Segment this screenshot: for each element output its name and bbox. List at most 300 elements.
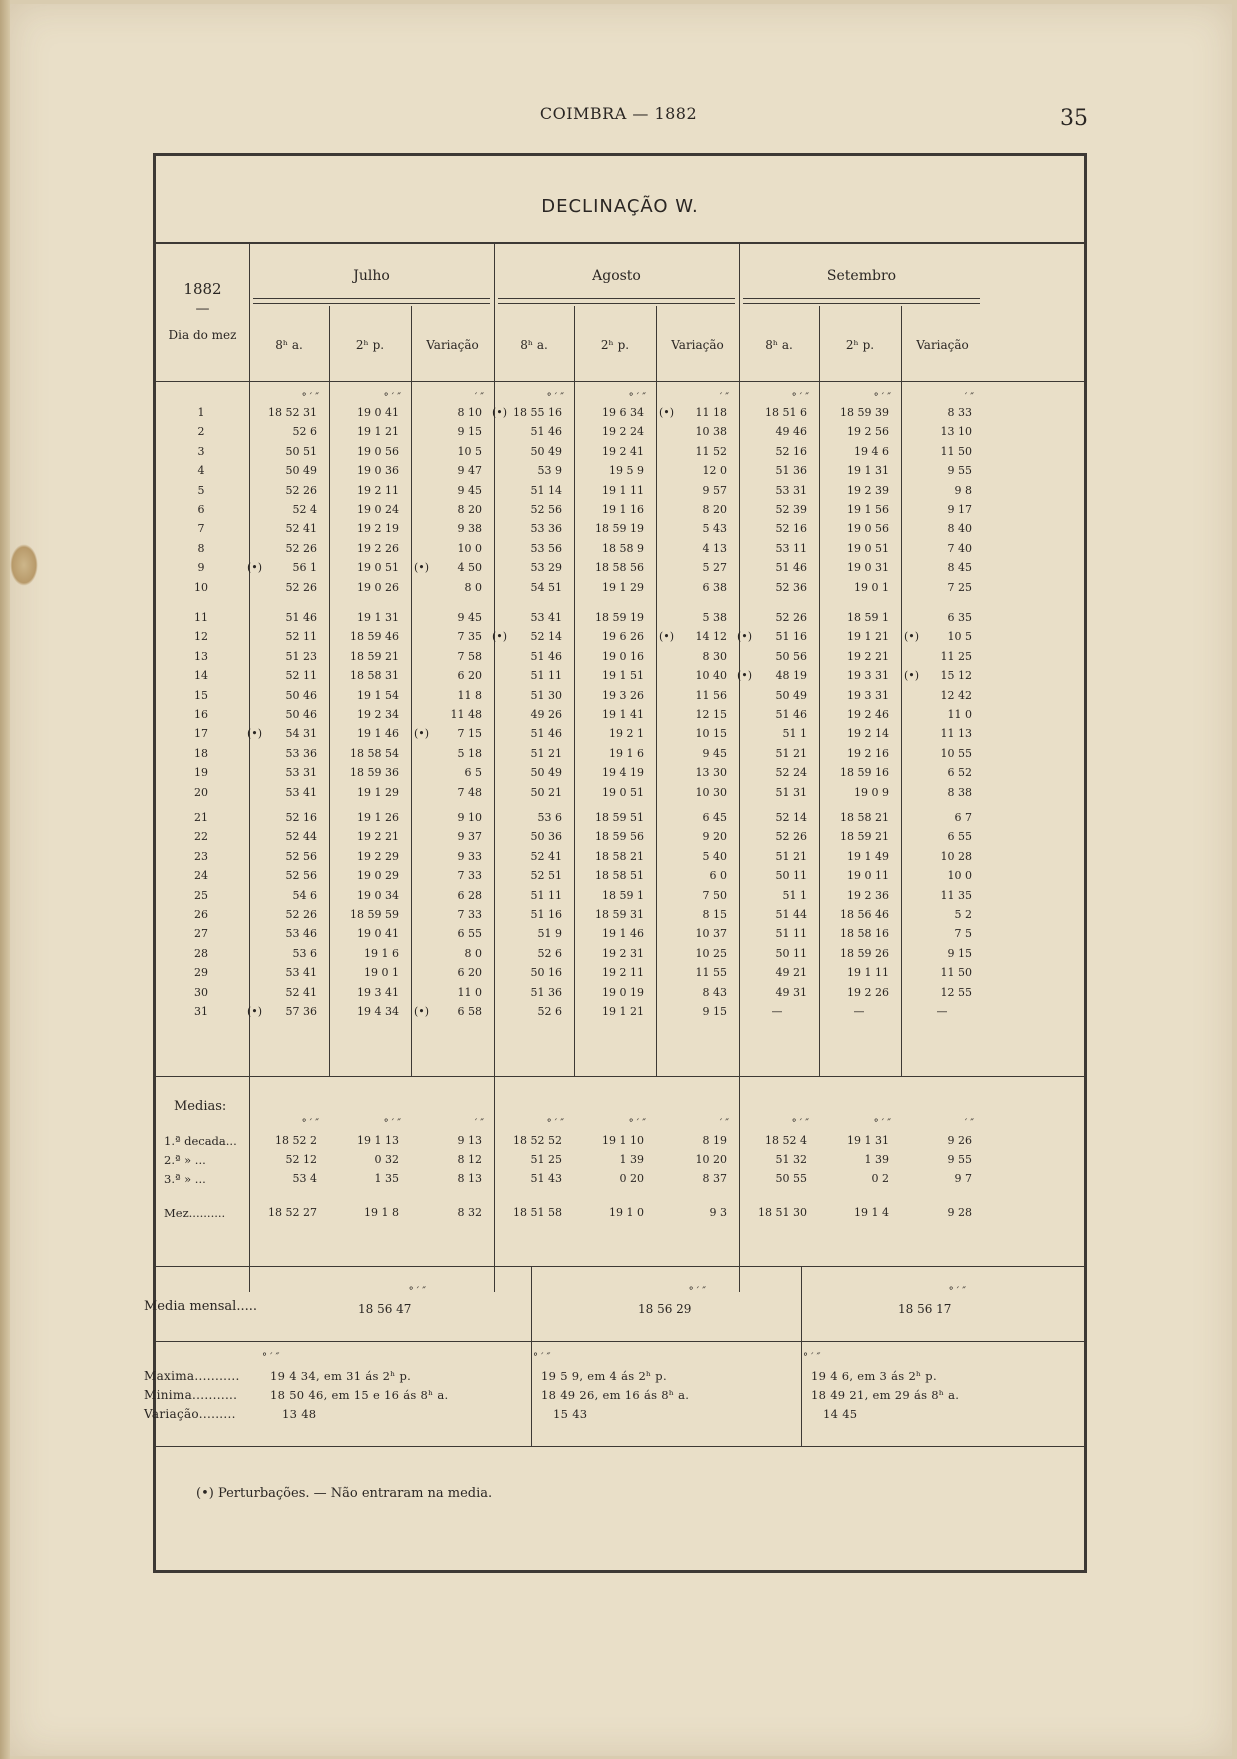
cell-value: 10 0 [947, 869, 972, 883]
cell-value: 19 1 56 [847, 503, 889, 516]
perturbation-mark: (•) [659, 406, 675, 419]
units-label: ° ′ ″ [791, 392, 809, 403]
cell-value: 53 56 [530, 541, 562, 555]
day-number: 14 [194, 669, 208, 683]
cell-value: 18 58 21 [840, 811, 889, 824]
day-number: 5 [197, 483, 205, 497]
cell-value: 52 26 [285, 541, 317, 555]
cell-value: 10 38 [695, 425, 727, 439]
media-value: 51 25 [530, 1153, 562, 1166]
day-number: 7 [197, 522, 205, 536]
cell-value: — [771, 1005, 783, 1018]
cell-value: 9 17 [947, 503, 972, 516]
cell-value: 10 0 [457, 541, 482, 555]
media-value: 18 52 2 [275, 1134, 317, 1147]
rule [156, 1266, 1084, 1267]
day-number: 2 [197, 425, 205, 439]
month-header-setembro: Setembro [826, 268, 897, 284]
running-head: COIMBRA — 1882 [539, 104, 698, 123]
cell-value: 51 16 [775, 630, 807, 644]
media-value: 9 55 [947, 1153, 972, 1166]
cell-value: 51 1 [782, 888, 807, 902]
media-value: 18 52 27 [268, 1206, 317, 1219]
cell-value: 50 11 [775, 869, 807, 883]
media-value: 19 1 8 [364, 1206, 399, 1219]
cell-value: 18 59 21 [840, 830, 889, 844]
cell-value: 15 12 [940, 669, 972, 683]
cell-value: 53 29 [530, 561, 562, 575]
cell-value: 11 0 [947, 708, 972, 721]
rule thin [498, 303, 735, 304]
medias-row-label: 3.ª » ... [164, 1172, 206, 1186]
day-number: 18 [194, 746, 208, 760]
cell-value: 7 35 [457, 630, 482, 644]
cell-value: 10 25 [695, 946, 727, 960]
cell-value: 19 1 21 [602, 1005, 644, 1018]
media-value: 18 52 4 [765, 1134, 807, 1147]
media-value: 8 12 [457, 1153, 482, 1166]
cell-value: 52 6 [292, 425, 317, 439]
cell-value: 19 1 11 [847, 966, 889, 980]
media-value: 8 32 [457, 1206, 482, 1219]
day-number: 4 [197, 464, 205, 478]
cell-value: 19 2 14 [847, 727, 889, 741]
title-box [156, 156, 1084, 244]
media-value: 9 13 [457, 1134, 482, 1147]
cell-value: 54 31 [285, 727, 317, 741]
cell-value: 52 26 [775, 611, 807, 624]
cell-value: 51 11 [530, 669, 562, 683]
cell-value: 8 43 [702, 985, 727, 999]
cell-value: 18 59 16 [840, 766, 889, 780]
media-value: 51 32 [775, 1153, 807, 1166]
cell-value: 49 26 [530, 708, 562, 721]
cell-value: 52 26 [285, 580, 317, 594]
day-column-label: Dia do mez [168, 328, 237, 342]
cell-value: 8 10 [457, 406, 482, 419]
cell-value: 6 55 [457, 927, 482, 941]
cell-value: 19 3 41 [357, 985, 399, 999]
perturbation-mark: (•) [414, 1005, 430, 1018]
cell-value: 6 20 [457, 966, 482, 980]
cell-value: 5 2 [954, 908, 972, 921]
cell-value: 18 59 19 [595, 611, 644, 624]
cell-value: 11 50 [940, 444, 972, 458]
cell-value: 9 8 [954, 483, 972, 497]
cell-value: 19 2 16 [847, 746, 889, 760]
cell-value: 53 41 [285, 785, 317, 799]
cell-value: 19 1 16 [602, 503, 644, 516]
cell-value: 10 30 [695, 785, 727, 799]
media-value: 1 35 [374, 1172, 399, 1185]
media-value: 19 1 31 [847, 1134, 889, 1147]
cell-value: 51 46 [285, 611, 317, 624]
media-value: 50 55 [775, 1172, 807, 1185]
cell-value: 52 24 [775, 766, 807, 780]
medias-row-label: 2.ª » ... [164, 1153, 206, 1167]
day-number: 31 [194, 1005, 208, 1018]
cell-value: 19 1 49 [847, 849, 889, 863]
cell-value: 6 58 [457, 1005, 482, 1018]
media-mensal-value: 18 56 29 [638, 1302, 692, 1316]
cell-value: 9 47 [457, 464, 482, 478]
cell-value: 49 31 [775, 985, 807, 999]
extreme-label: Maxima........... [144, 1369, 240, 1383]
cell-value: 18 59 1 [602, 888, 644, 902]
subcolumn-header: Variação [671, 338, 724, 352]
rule thin [498, 298, 735, 299]
rule [739, 242, 740, 1292]
cell-value: 11 56 [695, 688, 727, 702]
cell-value: 19 0 1 [854, 580, 889, 594]
perturbation-mark: (•) [247, 727, 263, 741]
perturbation-mark: (•) [904, 669, 920, 683]
day-number: 6 [197, 503, 205, 516]
day-number: 15 [194, 688, 208, 702]
cell-value: 52 16 [775, 522, 807, 536]
cell-value: 19 2 41 [602, 444, 644, 458]
cell-value: 11 50 [940, 966, 972, 980]
cell-value: 50 16 [530, 966, 562, 980]
cell-value: 19 2 46 [847, 708, 889, 721]
cell-value: 19 0 51 [357, 561, 399, 575]
cell-value: 52 41 [285, 522, 317, 536]
cell-value: 9 38 [457, 522, 482, 536]
media-value: 52 12 [285, 1153, 317, 1166]
cell-value: 7 33 [457, 908, 482, 921]
rule thin [411, 306, 412, 1076]
rule thin [253, 303, 490, 304]
rule [156, 381, 1084, 382]
cell-value: 52 51 [530, 869, 562, 883]
media-value: 8 37 [702, 1172, 727, 1185]
declination-table [144, 153, 1087, 1573]
cell-value: 51 46 [530, 649, 562, 663]
units-label: ° ′ ″ [533, 1352, 551, 1363]
cell-value: 12 55 [940, 985, 972, 999]
cell-value: 51 21 [775, 746, 807, 760]
cell-value: 52 56 [285, 869, 317, 883]
cell-value: 8 0 [464, 580, 482, 594]
cell-value: 51 46 [775, 708, 807, 721]
cell-value: 12 42 [940, 688, 972, 702]
units-label: ′ ″ [964, 392, 974, 403]
cell-value: 19 1 54 [357, 688, 399, 702]
cell-value: 51 36 [530, 985, 562, 999]
cell-value: 53 9 [537, 464, 562, 478]
cell-value: 52 6 [537, 1005, 562, 1018]
units-label: ° ′ ″ [791, 1118, 809, 1129]
extreme-value: 18 49 26, em 16 ás 8ʰ a. [541, 1388, 690, 1402]
cell-value: 18 58 21 [595, 849, 644, 863]
cell-value: 19 0 19 [602, 985, 644, 999]
month-header-agosto: Agosto [592, 268, 641, 284]
cell-value: 49 21 [775, 966, 807, 980]
cell-value: 19 1 11 [602, 483, 644, 497]
cell-value: 6 28 [457, 888, 482, 902]
cell-value: 4 13 [702, 541, 727, 555]
day-number: 16 [194, 708, 208, 721]
cell-value: 52 14 [775, 811, 807, 824]
cell-value: 9 57 [702, 483, 727, 497]
cell-value: 51 9 [537, 927, 562, 941]
table-title: DECLINAÇÃO W. [541, 196, 699, 217]
day-number: 20 [194, 785, 208, 799]
extreme-value: 18 49 21, em 29 ás 8ʰ a. [811, 1388, 960, 1402]
cell-value: 50 36 [530, 830, 562, 844]
cell-value: 8 0 [464, 946, 482, 960]
cell-value: 53 36 [530, 522, 562, 536]
cell-value: 51 46 [530, 727, 562, 741]
day-number: 13 [194, 649, 208, 663]
cell-value: 53 6 [537, 811, 562, 824]
cell-value: 18 58 31 [350, 669, 399, 683]
cell-value: 19 2 26 [357, 541, 399, 555]
units-label: ° ′ ″ [301, 1118, 319, 1129]
day-number: 27 [194, 927, 208, 941]
cell-value: 7 25 [947, 580, 972, 594]
units-label: ′ ″ [474, 1118, 484, 1129]
cell-value: 53 41 [285, 966, 317, 980]
cell-value: 18 59 26 [840, 946, 889, 960]
cell-value: 54 6 [292, 888, 317, 902]
units-label: ° ′ ″ [408, 1286, 426, 1297]
cell-value: 53 31 [775, 483, 807, 497]
units-label: ° ′ ″ [803, 1352, 821, 1363]
perturbation-mark: (•) [492, 630, 508, 644]
rule thin [656, 306, 657, 1076]
subcolumn-header: 2ʰ p. [845, 338, 875, 352]
extreme-value: 19 4 6, em 3 ás 2ʰ p. [811, 1369, 937, 1383]
cell-value: 18 59 39 [840, 406, 889, 419]
cell-value: 51 36 [775, 464, 807, 478]
cell-value: 50 46 [285, 688, 317, 702]
media-value: 18 51 58 [513, 1206, 562, 1219]
cell-value: 50 51 [285, 444, 317, 458]
cell-value: 10 5 [457, 444, 482, 458]
cell-value: 19 1 21 [847, 630, 889, 644]
day-number: 23 [194, 849, 208, 863]
cell-value: 19 2 29 [357, 849, 399, 863]
units-label: ° ′ ″ [262, 1352, 280, 1363]
day-number: 29 [194, 966, 208, 980]
cell-value: 19 1 29 [357, 785, 399, 799]
cell-value: 9 15 [702, 1005, 727, 1018]
cell-value: 52 16 [775, 444, 807, 458]
cell-value: 19 2 26 [847, 985, 889, 999]
perturbation-mark: (•) [247, 561, 263, 575]
cell-value: 19 2 34 [357, 708, 399, 721]
cell-value: 19 2 11 [357, 483, 399, 497]
cell-value: 52 39 [775, 503, 807, 516]
cell-value: 8 45 [947, 561, 972, 575]
units-label: ° ′ ″ [873, 392, 891, 403]
cell-value: 51 11 [775, 927, 807, 941]
cell-value: 8 30 [702, 649, 727, 663]
day-number: 3 [197, 444, 205, 458]
cell-value: 18 59 36 [350, 766, 399, 780]
rule [156, 1446, 1084, 1447]
cell-value: 19 0 9 [854, 785, 889, 799]
cell-value: 7 58 [457, 649, 482, 663]
cell-value: 52 36 [775, 580, 807, 594]
cell-value: 48 19 [775, 669, 807, 683]
cell-value: 14 12 [695, 630, 727, 644]
year-dash: — [195, 301, 210, 317]
cell-value: 19 1 51 [602, 669, 644, 683]
cell-value: 53 41 [530, 611, 562, 624]
cell-value: 19 0 51 [847, 541, 889, 555]
day-number: 9 [197, 561, 205, 575]
cell-value: 6 7 [954, 811, 972, 824]
cell-value: 11 0 [457, 985, 482, 999]
cell-value: 50 49 [285, 464, 317, 478]
media-value: 18 51 30 [758, 1206, 807, 1219]
year-label: 1882 [183, 280, 222, 298]
day-number: 8 [197, 541, 205, 555]
media-mensal-value: 18 56 17 [898, 1302, 952, 1316]
cell-value: 9 45 [457, 611, 482, 624]
rule thin [819, 306, 820, 1076]
cell-value: 52 26 [775, 830, 807, 844]
media-value: 19 1 13 [357, 1134, 399, 1147]
cell-value: 19 0 41 [357, 927, 399, 941]
cell-value: 8 20 [702, 503, 727, 516]
cell-value: 50 11 [775, 946, 807, 960]
cell-value: 19 1 31 [357, 611, 399, 624]
day-number: 24 [194, 869, 208, 883]
cell-value: 5 27 [702, 561, 727, 575]
medias-row-label: 1.ª decada... [164, 1134, 237, 1148]
month-header-julho: Julho [353, 268, 390, 284]
cell-value: 10 5 [947, 630, 972, 644]
cell-value: 19 1 29 [602, 580, 644, 594]
subcolumn-header: Variação [916, 338, 969, 352]
extreme-value: 14 45 [823, 1407, 858, 1421]
cell-value: 49 46 [775, 425, 807, 439]
media-value: 1 39 [864, 1153, 889, 1166]
day-number: 11 [194, 611, 208, 624]
cell-value: 18 58 16 [840, 927, 889, 941]
units-label: ′ ″ [474, 392, 484, 403]
cell-value: 53 46 [285, 927, 317, 941]
cell-value: 9 20 [702, 830, 727, 844]
cell-value: — [936, 1005, 948, 1018]
cell-value: 57 36 [285, 1005, 317, 1018]
rule thin [574, 306, 575, 1076]
cell-value: — [853, 1005, 865, 1018]
rule thin [329, 306, 330, 1076]
cell-value: 11 18 [695, 406, 727, 419]
cell-value: 18 55 16 [513, 406, 562, 419]
day-number: 1 [197, 406, 205, 419]
cell-value: 19 5 9 [609, 464, 644, 478]
units-label: ° ′ ″ [628, 392, 646, 403]
cell-value: 9 45 [457, 483, 482, 497]
cell-value: 6 45 [702, 811, 727, 824]
cell-value: 19 1 41 [602, 708, 644, 721]
cell-value: 53 11 [775, 541, 807, 555]
cell-value: 12 0 [702, 464, 727, 478]
cell-value: 18 59 1 [847, 611, 889, 624]
perturbation-mark: (•) [737, 630, 753, 644]
cell-value: 6 0 [709, 869, 727, 883]
rule thin [743, 303, 980, 304]
cell-value: 18 59 31 [595, 908, 644, 921]
rule thin [743, 298, 980, 299]
extreme-value: 19 5 9, em 4 ás 2ʰ p. [541, 1369, 667, 1383]
cell-value: 19 1 6 [609, 746, 644, 760]
cell-value: 13 10 [940, 425, 972, 439]
cell-value: 19 2 1 [609, 727, 644, 741]
perturbation-mark: (•) [414, 561, 430, 575]
cell-value: 54 51 [530, 580, 562, 594]
cell-value: 52 4 [292, 503, 317, 516]
rule [249, 242, 250, 1292]
cell-value: 51 16 [530, 908, 562, 921]
extreme-value: 19 4 34, em 31 ás 2ʰ p. [270, 1369, 412, 1383]
rule [531, 1266, 532, 1446]
cell-value: 11 52 [695, 444, 727, 458]
cell-value: 19 6 34 [602, 406, 644, 419]
units-label: ° ′ ″ [688, 1286, 706, 1297]
cell-value: 5 40 [702, 849, 727, 863]
cell-value: 19 1 31 [847, 464, 889, 478]
cell-value: 5 43 [702, 522, 727, 536]
media-value: 8 19 [702, 1134, 727, 1147]
cell-value: 19 2 31 [602, 946, 644, 960]
subcolumn-header: 2ʰ p. [355, 338, 385, 352]
cell-value: 19 0 31 [847, 561, 889, 575]
cell-value: 6 5 [464, 766, 482, 780]
day-number: 22 [194, 830, 208, 844]
cell-value: 19 1 21 [357, 425, 399, 439]
cell-value: 51 44 [775, 908, 807, 921]
medias-label: Medias: [174, 1099, 227, 1114]
media-value: 51 43 [530, 1172, 562, 1185]
cell-value: 18 59 56 [595, 830, 644, 844]
cell-value: 53 36 [285, 746, 317, 760]
extreme-value: 15 43 [553, 1407, 588, 1421]
media-value: 9 7 [954, 1172, 972, 1185]
cell-value: 51 23 [285, 649, 317, 663]
rule [156, 1076, 1084, 1077]
cell-value: 19 0 51 [602, 785, 644, 799]
cell-value: 19 1 46 [602, 927, 644, 941]
cell-value: 19 2 21 [357, 830, 399, 844]
cell-value: 19 3 31 [847, 669, 889, 683]
cell-value: 52 41 [530, 849, 562, 863]
subcolumn-header: Variação [426, 338, 479, 352]
cell-value: 19 4 6 [854, 444, 889, 458]
cell-value: 50 49 [530, 444, 562, 458]
cell-value: 5 38 [702, 611, 727, 624]
cell-value: 50 46 [285, 708, 317, 721]
cell-value: 51 14 [530, 483, 562, 497]
cell-value: 18 58 9 [602, 541, 644, 555]
cell-value: 51 30 [530, 688, 562, 702]
cell-value: 9 37 [457, 830, 482, 844]
cell-value: 11 13 [940, 727, 972, 741]
cell-value: 6 35 [947, 611, 972, 624]
cell-value: 8 40 [947, 522, 972, 536]
cell-value: 10 40 [695, 669, 727, 683]
cell-value: 52 41 [285, 985, 317, 999]
cell-value: 7 15 [457, 727, 482, 741]
day-number: 28 [194, 946, 208, 960]
media-value: 18 52 52 [513, 1134, 562, 1147]
cell-value: 50 49 [530, 766, 562, 780]
